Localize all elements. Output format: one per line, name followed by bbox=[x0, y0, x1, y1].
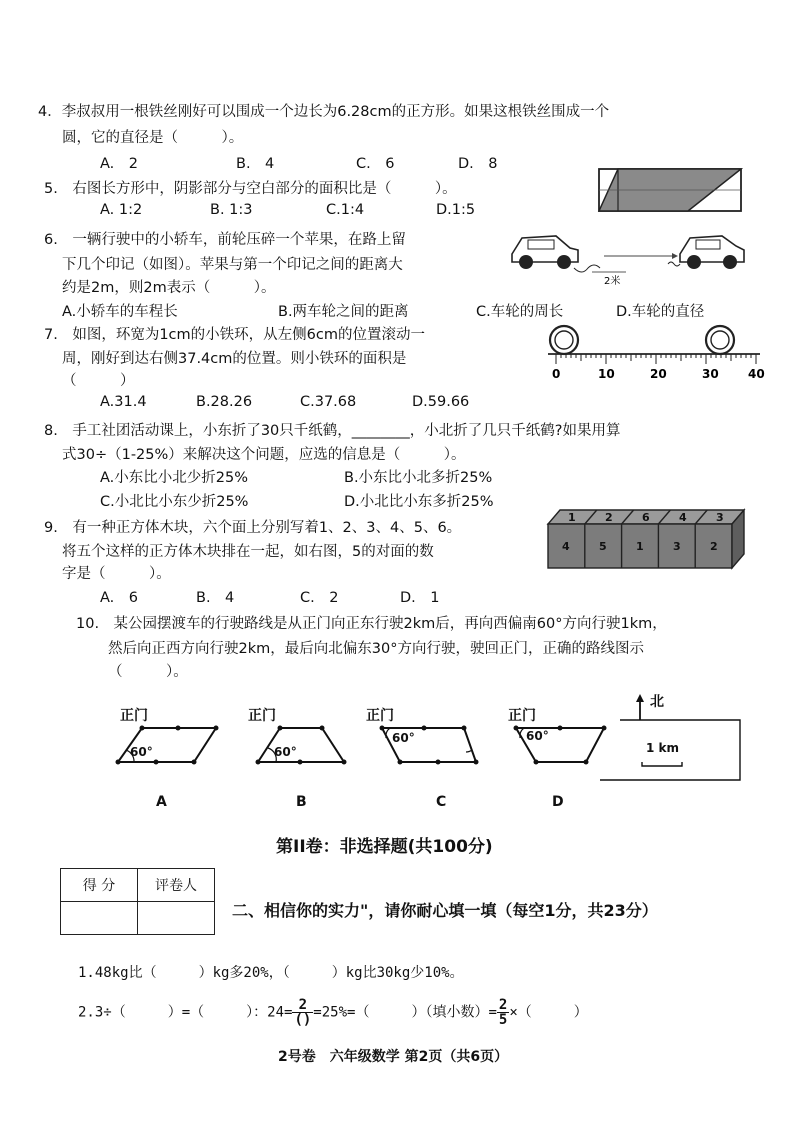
q5-option-c: C.1:4 bbox=[326, 202, 365, 218]
q4-option-c: C. 6 bbox=[356, 156, 395, 172]
fill-question-2 bbox=[78, 998, 588, 1027]
q9-option-c: C. 2 bbox=[300, 590, 339, 606]
q10-line3: （ ）。 bbox=[108, 664, 188, 680]
q10-scale-label: 1 km bbox=[646, 741, 680, 755]
q6-option-c: C.车轮的周长 bbox=[476, 304, 564, 320]
cube-front-2: 5 bbox=[599, 540, 607, 553]
q5-line1: 5. 右图长方形中，阴影部分与空白部分的面积比是（ ）。 bbox=[44, 181, 457, 197]
fraction-2-over-5 bbox=[497, 998, 509, 1027]
q8-option-a: A.小东比小北少折25% bbox=[100, 470, 249, 486]
q9-option-a: A. 6 bbox=[100, 590, 138, 606]
q5-option-d: D.1:5 bbox=[436, 202, 476, 218]
q5-option-a: A. 1:2 bbox=[100, 202, 143, 218]
q6-cars-figure bbox=[508, 224, 748, 288]
q9-cubes-figure bbox=[548, 508, 748, 570]
q10-d-label: D bbox=[552, 794, 564, 810]
score-header: 得 分 bbox=[61, 869, 138, 902]
fraction-2-over-blank bbox=[292, 998, 313, 1027]
ruler-tick-0: 0 bbox=[552, 367, 561, 381]
q9-line2: 将五个这样的正方体木块排在一起，如右图，5的对面的数 bbox=[62, 544, 434, 560]
q6-line3: 约是2m，则2m表示（ ）。 bbox=[62, 280, 276, 296]
q4-line1: 4．李叔叔用一根铁丝刚好可以围成一个边长为6.28cm的正方形。如果这根铁丝围成一个 bbox=[38, 104, 610, 120]
cube-front-5: 2 bbox=[710, 540, 718, 553]
fill2-part-b: =25%=（ ）（填小数）= bbox=[313, 1004, 497, 1021]
q10-route-figures bbox=[100, 690, 750, 820]
q9-option-b: B. 4 bbox=[196, 590, 235, 606]
cube-top-4: 4 bbox=[679, 511, 687, 524]
score-table bbox=[60, 868, 215, 935]
q6-line2: 下几个印记（如图）。苹果与第一个印记之间的距离大 bbox=[62, 257, 403, 273]
q10-b-label: B bbox=[296, 794, 307, 810]
q10-line2: 然后向正西方向行驶2km，最后向北偏东30°方向行驶，驶回正门，正确的路线图示 bbox=[108, 641, 644, 657]
q4-option-d: D. 8 bbox=[458, 156, 498, 172]
score-cell[interactable] bbox=[61, 902, 138, 935]
q7-line3: （ ） bbox=[62, 373, 135, 389]
q10-b-gate-label: 正门 bbox=[248, 708, 276, 724]
q7-line2: 周，刚好到达右侧37.4cm的位置。则小铁环的面积是 bbox=[62, 351, 407, 367]
q8-line2: 式30÷（1-25%）来解决这个问题，应选的信息是（ ）。 bbox=[62, 447, 466, 463]
q10-a-angle: 60° bbox=[130, 745, 153, 759]
q7-line1: 7. 如图，环宽为1cm的小铁环，从左侧6cm的位置滚动一 bbox=[44, 327, 425, 343]
cube-front-1: 4 bbox=[562, 540, 570, 553]
q8-option-c: C.小北比小东少折25% bbox=[100, 494, 249, 510]
q8-option-d: D.小北比小东多折25% bbox=[344, 494, 494, 510]
fraction2-denominator: 5 bbox=[498, 1012, 508, 1028]
cube-top-1: 1 bbox=[568, 511, 576, 524]
cube-front-3: 1 bbox=[636, 540, 644, 553]
q10-d-gate-label: 正门 bbox=[508, 708, 536, 724]
q10-d-angle: 60° bbox=[526, 729, 549, 743]
fill-question-1: 1.48kg比（ ）kg多20%，（ ）kg比30kg少10%。 bbox=[78, 965, 464, 981]
q4-option-a: A. 2 bbox=[100, 156, 138, 172]
q9-line3: 字是（ ）。 bbox=[62, 566, 171, 582]
q9-line1: 9. 有一种正方体木块，六个面上分别写着1、2、3、4、5、6。 bbox=[44, 520, 462, 536]
ruler-tick-20: 20 bbox=[650, 367, 667, 381]
q5-rectangle-figure bbox=[598, 168, 744, 214]
q6-line1: 6. 一辆行驶中的小轿车，前轮压碎一个苹果，在路上留 bbox=[44, 232, 406, 248]
q10-c-angle: 60° bbox=[392, 731, 415, 745]
q10-c-gate-label: 正门 bbox=[366, 708, 394, 724]
fill2-part-a: 2.3÷（ ）=（ ）：24= bbox=[78, 1004, 293, 1021]
grader-cell[interactable] bbox=[138, 902, 215, 935]
q7-option-c: C.37.68 bbox=[300, 394, 357, 410]
fill2-part-c: ×（ ） bbox=[509, 1004, 588, 1021]
q10-c-label: C bbox=[436, 794, 447, 810]
q9-option-d: D. 1 bbox=[400, 590, 440, 606]
ruler-tick-40: 40 bbox=[748, 367, 765, 381]
q7-option-b: B.28.26 bbox=[196, 394, 253, 410]
q10-north-label: 北 bbox=[650, 694, 664, 710]
q7-ruler-figure bbox=[544, 320, 764, 382]
q6-distance-label: 2米 bbox=[604, 276, 621, 287]
cube-front-4: 3 bbox=[673, 540, 681, 553]
cube-top-2: 2 bbox=[605, 511, 613, 524]
fraction-denominator: () bbox=[294, 1012, 312, 1028]
q6-option-a: A.小轿车的车程长 bbox=[62, 304, 178, 320]
q7-option-a: A.31.4 bbox=[100, 394, 147, 410]
q10-a-label: A bbox=[156, 794, 167, 810]
page-footer: 2号卷 六年级数学 第2页（共6页） bbox=[278, 1049, 509, 1065]
cube-top-3: 6 bbox=[642, 511, 650, 524]
q10-b-angle: 60° bbox=[274, 745, 297, 759]
q4-line2: 圆，它的直径是（ ）。 bbox=[62, 130, 244, 146]
section2-title: 第II卷：非选择题(共100分) bbox=[276, 837, 493, 857]
q10-a-gate-label: 正门 bbox=[120, 708, 148, 724]
q5-option-b: B. 1:3 bbox=[210, 202, 253, 218]
section2-heading: 二、相信你的实力"，请你耐心填一填（每空1分，共23分） bbox=[232, 901, 658, 920]
q7-option-d: D.59.66 bbox=[412, 394, 470, 410]
q6-option-b: B.两车轮之间的距离 bbox=[278, 304, 409, 320]
q6-option-d: D.车轮的直径 bbox=[616, 304, 705, 320]
fraction2-numerator: 2 bbox=[498, 997, 508, 1013]
ruler-tick-10: 10 bbox=[598, 367, 615, 381]
q8-option-b: B.小东比小北多折25% bbox=[344, 470, 493, 486]
grader-header: 评卷人 bbox=[138, 869, 215, 902]
q4-option-b: B. 4 bbox=[236, 156, 275, 172]
fraction-numerator: 2 bbox=[292, 998, 313, 1013]
ruler-tick-30: 30 bbox=[702, 367, 719, 381]
q8-line1: 8. 手工社团活动课上，小东折了30只千纸鹤，________，小北折了几只千纸鹤?如果用算 bbox=[44, 423, 621, 439]
cube-top-5: 3 bbox=[716, 511, 724, 524]
q10-line1: 10. 某公园摆渡车的行驶路线是从正门向正东行驶2km后，再向西偏南60°方向行驶1km， bbox=[76, 616, 667, 632]
